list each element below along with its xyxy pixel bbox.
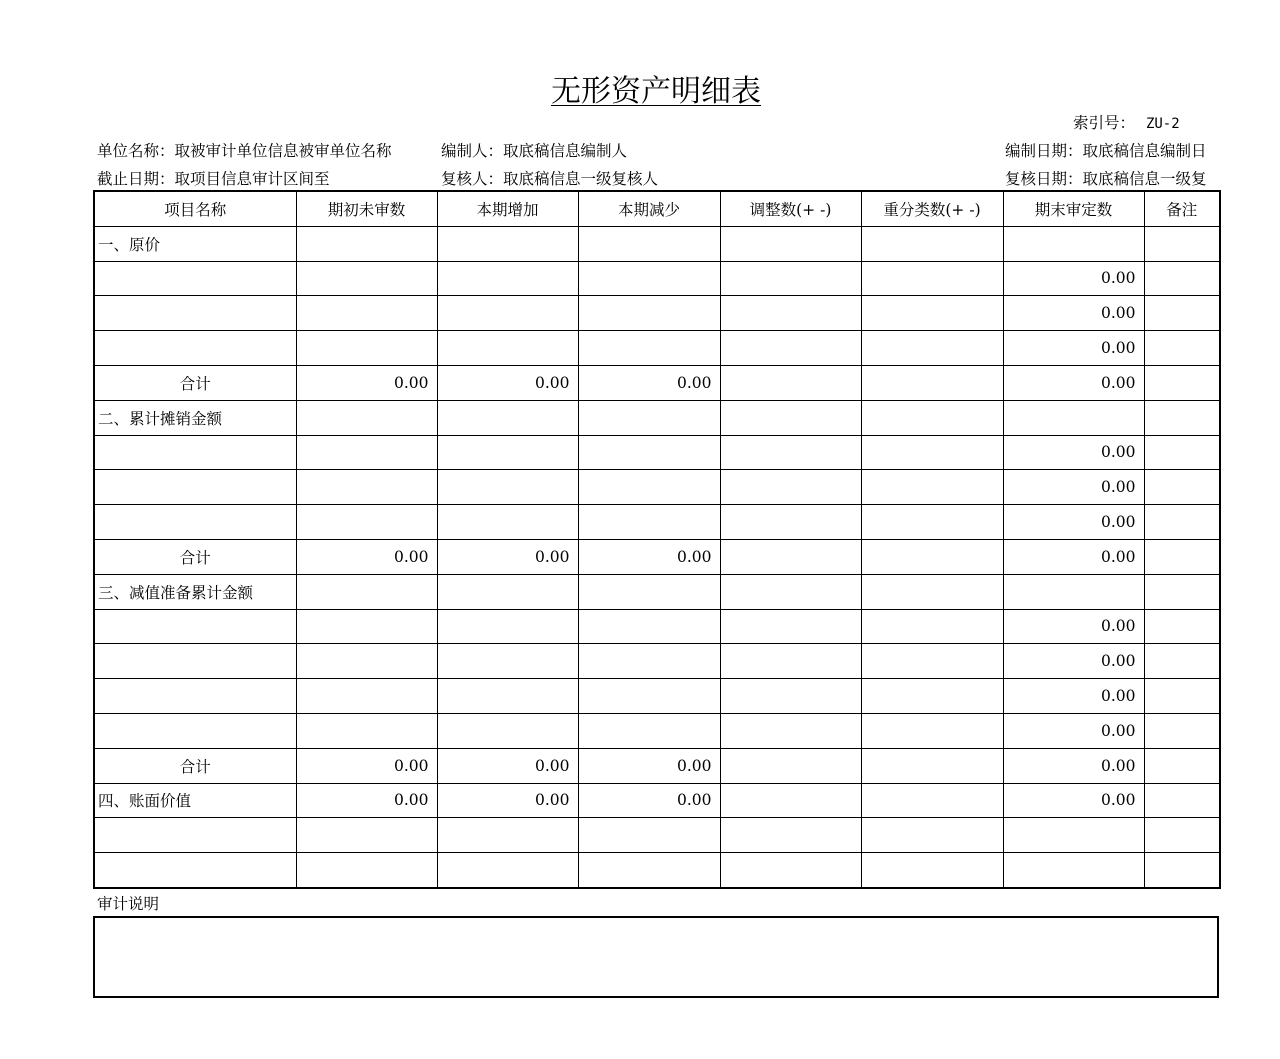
table-cell[interactable] xyxy=(1144,783,1220,818)
column-header: 本期增加 xyxy=(437,191,578,226)
unit-name: 单位名称：取被审计单位信息被审单位名称 xyxy=(97,142,392,160)
table-cell[interactable] xyxy=(578,226,720,261)
table-cell[interactable] xyxy=(861,748,1003,783)
table-cell[interactable] xyxy=(861,226,1003,261)
table-cell[interactable] xyxy=(1003,226,1144,261)
table-cell[interactable] xyxy=(578,435,720,470)
table-cell[interactable] xyxy=(861,574,1003,609)
table-cell[interactable] xyxy=(1144,261,1220,296)
table-cell[interactable] xyxy=(1003,818,1144,853)
row-label[interactable]: 四、账面价值 xyxy=(94,783,296,818)
table-cell[interactable] xyxy=(578,261,720,296)
table-cell[interactable] xyxy=(861,261,1003,296)
column-header: 期末审定数 xyxy=(1003,191,1144,226)
total-row xyxy=(94,748,1220,783)
row-label[interactable] xyxy=(94,296,296,331)
row-label[interactable] xyxy=(94,679,296,714)
row-label[interactable] xyxy=(94,331,296,366)
table-cell[interactable] xyxy=(1144,296,1220,331)
table-cell[interactable] xyxy=(296,574,437,609)
index-value: ZU-2 xyxy=(1145,116,1180,132)
table-cell[interactable] xyxy=(720,853,861,888)
table-row xyxy=(94,644,1220,679)
row-label[interactable] xyxy=(94,505,296,540)
table-cell[interactable] xyxy=(296,261,437,296)
table-cell[interactable] xyxy=(720,505,861,540)
table-row xyxy=(94,505,1220,540)
table-cell[interactable] xyxy=(1003,400,1144,435)
table-cell[interactable]: 0.00 xyxy=(1003,644,1144,679)
table-cell[interactable] xyxy=(861,505,1003,540)
table-cell[interactable] xyxy=(296,331,437,366)
table-cell[interactable] xyxy=(437,505,578,540)
table-cell[interactable] xyxy=(1144,470,1220,505)
table-row xyxy=(94,679,1220,714)
table-cell[interactable]: 0.00 xyxy=(578,748,720,783)
table-cell[interactable] xyxy=(1144,679,1220,714)
table-cell[interactable] xyxy=(437,574,578,609)
table-cell[interactable] xyxy=(720,644,861,679)
table-cell[interactable]: 0.00 xyxy=(1003,296,1144,331)
table-cell[interactable]: 0.00 xyxy=(1003,331,1144,366)
table-cell[interactable] xyxy=(578,505,720,540)
index-label: 索引号： xyxy=(1073,114,1136,132)
table-cell[interactable] xyxy=(1003,574,1144,609)
table-cell[interactable] xyxy=(296,226,437,261)
table-cell[interactable]: 0.00 xyxy=(296,365,437,400)
table-cell[interactable]: 0.00 xyxy=(296,783,437,818)
section-row xyxy=(94,783,1220,818)
table-cell[interactable]: 0.00 xyxy=(1003,539,1144,574)
column-header: 备注 xyxy=(1144,191,1220,226)
table-cell[interactable] xyxy=(720,818,861,853)
table-cell[interactable] xyxy=(578,331,720,366)
table-cell[interactable] xyxy=(720,261,861,296)
table-cell[interactable] xyxy=(861,435,1003,470)
table-cell[interactable] xyxy=(578,470,720,505)
table-cell[interactable] xyxy=(720,574,861,609)
table-cell[interactable] xyxy=(437,331,578,366)
table-cell[interactable] xyxy=(578,296,720,331)
table-cell[interactable] xyxy=(720,226,861,261)
column-header: 调整数(+ -) xyxy=(720,191,861,226)
table-cell[interactable] xyxy=(861,539,1003,574)
table-cell[interactable] xyxy=(720,435,861,470)
row-label[interactable]: 合计 xyxy=(94,539,296,574)
table-cell[interactable] xyxy=(1144,818,1220,853)
table-cell[interactable] xyxy=(296,505,437,540)
table-cell[interactable] xyxy=(296,679,437,714)
prepare-date: 编制日期：取底稿信息编制日 xyxy=(1005,142,1207,160)
table-cell[interactable] xyxy=(720,470,861,505)
preparer: 编制人：取底稿信息编制人 xyxy=(441,142,628,160)
row-label[interactable] xyxy=(94,609,296,644)
asset-table xyxy=(93,190,1221,889)
table-cell[interactable] xyxy=(437,679,578,714)
row-label[interactable]: 三、减值准备累计金额 xyxy=(94,574,296,609)
table-cell[interactable] xyxy=(578,713,720,748)
column-header: 本期减少 xyxy=(578,191,720,226)
table-cell[interactable] xyxy=(1144,365,1220,400)
table-row xyxy=(94,331,1220,366)
table-cell[interactable]: 0.00 xyxy=(296,748,437,783)
index-number xyxy=(1073,111,1180,133)
row-label[interactable]: 一、原价 xyxy=(94,226,296,261)
table-cell[interactable] xyxy=(437,644,578,679)
column-header: 项目名称 xyxy=(94,191,296,226)
table-cell[interactable] xyxy=(720,400,861,435)
table-cell[interactable] xyxy=(296,609,437,644)
table-row xyxy=(94,261,1220,296)
table-cell[interactable] xyxy=(861,296,1003,331)
row-label[interactable]: 二、累计摊销金额 xyxy=(94,400,296,435)
table-cell[interactable]: 0.00 xyxy=(437,748,578,783)
table-cell[interactable] xyxy=(1144,609,1220,644)
table-cell[interactable] xyxy=(1144,853,1220,888)
table-cell[interactable] xyxy=(296,644,437,679)
row-label[interactable] xyxy=(94,470,296,505)
row-label[interactable]: 合计 xyxy=(94,365,296,400)
table-cell[interactable] xyxy=(437,470,578,505)
table-cell[interactable] xyxy=(437,853,578,888)
table-cell[interactable]: 0.00 xyxy=(296,539,437,574)
row-label[interactable] xyxy=(94,713,296,748)
table-cell[interactable] xyxy=(1144,331,1220,366)
reviewer: 复核人：取底稿信息一级复核人 xyxy=(441,170,659,188)
table-cell[interactable] xyxy=(861,644,1003,679)
row-label[interactable]: 合计 xyxy=(94,748,296,783)
table-cell[interactable] xyxy=(861,783,1003,818)
page-title: 无形资产明细表 xyxy=(551,74,761,109)
row-label[interactable] xyxy=(94,435,296,470)
table-cell[interactable] xyxy=(861,818,1003,853)
table-cell[interactable] xyxy=(578,574,720,609)
table-cell[interactable] xyxy=(1144,644,1220,679)
table-cell[interactable] xyxy=(296,853,437,888)
table-cell[interactable]: 0.00 xyxy=(1003,748,1144,783)
table-cell[interactable] xyxy=(720,713,861,748)
table-row xyxy=(94,818,1220,853)
section-row xyxy=(94,574,1220,609)
table-cell[interactable]: 0.00 xyxy=(1003,435,1144,470)
table-cell[interactable] xyxy=(578,818,720,853)
table-cell[interactable]: 0.00 xyxy=(437,539,578,574)
table-cell[interactable]: 0.00 xyxy=(1003,609,1144,644)
table-cell[interactable]: 0.00 xyxy=(1003,783,1144,818)
audit-notes-label: 审计说明 xyxy=(97,895,160,913)
table-cell[interactable] xyxy=(861,470,1003,505)
table-cell[interactable] xyxy=(1003,853,1144,888)
table-cell[interactable] xyxy=(720,331,861,366)
table-cell[interactable]: 0.00 xyxy=(578,365,720,400)
table-cell[interactable] xyxy=(437,400,578,435)
table-row xyxy=(94,609,1220,644)
table-cell[interactable] xyxy=(437,818,578,853)
table-cell[interactable] xyxy=(437,296,578,331)
table-cell[interactable] xyxy=(720,748,861,783)
table-cell[interactable] xyxy=(720,296,861,331)
table-cell[interactable] xyxy=(1144,435,1220,470)
row-label[interactable] xyxy=(94,261,296,296)
table-cell[interactable] xyxy=(1144,400,1220,435)
row-label[interactable] xyxy=(94,644,296,679)
table-cell[interactable] xyxy=(861,853,1003,888)
table-cell[interactable] xyxy=(1144,226,1220,261)
table-cell[interactable]: 0.00 xyxy=(1003,505,1144,540)
table-cell[interactable] xyxy=(861,400,1003,435)
table-cell[interactable] xyxy=(861,331,1003,366)
table-cell[interactable] xyxy=(578,609,720,644)
table-row xyxy=(94,435,1220,470)
total-row xyxy=(94,539,1220,574)
table-cell[interactable] xyxy=(861,609,1003,644)
table-cell[interactable] xyxy=(578,679,720,714)
table-cell[interactable] xyxy=(861,713,1003,748)
table-cell[interactable]: 0.00 xyxy=(1003,261,1144,296)
table-cell[interactable] xyxy=(1144,713,1220,748)
table-cell[interactable] xyxy=(720,783,861,818)
table-cell[interactable] xyxy=(296,470,437,505)
cutoff-date: 截止日期：取项目信息审计区间至 xyxy=(97,170,330,188)
table-cell[interactable] xyxy=(296,435,437,470)
table-cell[interactable] xyxy=(296,818,437,853)
audit-notes-box[interactable] xyxy=(93,916,1219,998)
table-row xyxy=(94,470,1220,505)
column-header: 期初未审数 xyxy=(296,191,437,226)
table-cell[interactable] xyxy=(296,400,437,435)
table-cell[interactable] xyxy=(578,644,720,679)
total-row xyxy=(94,365,1220,400)
table-cell[interactable] xyxy=(437,261,578,296)
column-header: 重分类数(+ -) xyxy=(861,191,1003,226)
table-cell[interactable] xyxy=(578,400,720,435)
table-cell[interactable]: 0.00 xyxy=(1003,713,1144,748)
table-cell[interactable]: 0.00 xyxy=(437,783,578,818)
table-cell[interactable] xyxy=(437,435,578,470)
table-cell[interactable] xyxy=(437,609,578,644)
table-cell[interactable] xyxy=(720,539,861,574)
table-cell[interactable] xyxy=(296,713,437,748)
table-cell[interactable]: 0.00 xyxy=(1003,679,1144,714)
row-label[interactable] xyxy=(94,818,296,853)
table-cell[interactable] xyxy=(578,853,720,888)
table-cell[interactable]: 0.00 xyxy=(578,783,720,818)
table-row xyxy=(94,713,1220,748)
table-cell[interactable] xyxy=(861,365,1003,400)
table-cell[interactable] xyxy=(437,713,578,748)
table-cell[interactable] xyxy=(1144,505,1220,540)
table-row xyxy=(94,853,1220,888)
table-cell[interactable]: 0.00 xyxy=(437,365,578,400)
table-cell[interactable] xyxy=(1144,539,1220,574)
table-cell[interactable] xyxy=(861,679,1003,714)
table-cell[interactable] xyxy=(1144,748,1220,783)
table-header-row xyxy=(94,191,1220,226)
table-cell[interactable] xyxy=(720,679,861,714)
table-cell[interactable] xyxy=(720,365,861,400)
table-cell[interactable]: 0.00 xyxy=(1003,365,1144,400)
table-cell[interactable]: 0.00 xyxy=(1003,470,1144,505)
table-cell[interactable] xyxy=(1144,574,1220,609)
table-cell[interactable] xyxy=(296,296,437,331)
review-date: 复核日期：取底稿信息一级复 xyxy=(1005,170,1207,188)
table-cell[interactable] xyxy=(437,226,578,261)
section-row xyxy=(94,400,1220,435)
table-cell[interactable]: 0.00 xyxy=(578,539,720,574)
section-row xyxy=(94,226,1220,261)
row-label[interactable] xyxy=(94,853,296,888)
table-row xyxy=(94,296,1220,331)
table-cell[interactable] xyxy=(720,609,861,644)
